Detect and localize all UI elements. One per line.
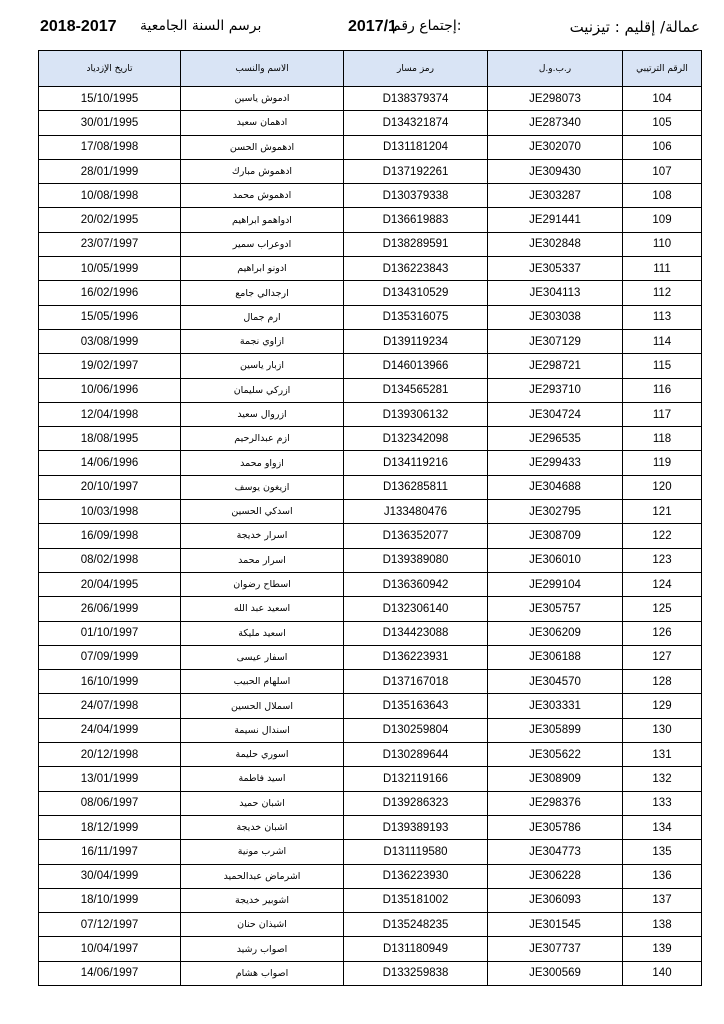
cell-name: اسفار عيسى <box>181 645 344 669</box>
table-row <box>39 354 702 378</box>
table-row <box>39 913 702 937</box>
cell-serial: 117 <box>623 402 702 426</box>
cell-massar: D134310529 <box>344 281 488 305</box>
cell-cin: JE302795 <box>488 500 623 524</box>
cell-serial: 112 <box>623 281 702 305</box>
cell-serial: 129 <box>623 694 702 718</box>
cell-massar: D131180949 <box>344 937 488 961</box>
cell-name: ارم جمال <box>181 305 344 329</box>
table-row <box>39 743 702 767</box>
cell-massar: D131119580 <box>344 840 488 864</box>
cell-dob: 07/09/1999 <box>39 645 181 669</box>
table-row <box>39 402 702 426</box>
cell-name: اسعيد عبد الله <box>181 597 344 621</box>
cell-name: اشرب مونية <box>181 840 344 864</box>
cell-name: ادهموش محمد <box>181 184 344 208</box>
cell-dob: 18/10/1999 <box>39 888 181 912</box>
cell-massar: D132342098 <box>344 427 488 451</box>
cell-massar: D139119234 <box>344 329 488 353</box>
cell-serial: 135 <box>623 840 702 864</box>
cell-massar: D136360942 <box>344 572 488 596</box>
cell-massar: D137167018 <box>344 670 488 694</box>
table-row <box>39 111 702 135</box>
cell-serial: 114 <box>623 329 702 353</box>
cell-serial: 137 <box>623 888 702 912</box>
table-row <box>39 305 702 329</box>
cell-dob: 16/11/1997 <box>39 840 181 864</box>
cell-name: ارجدالي جامع <box>181 281 344 305</box>
cell-serial: 118 <box>623 427 702 451</box>
cell-dob: 15/05/1996 <box>39 305 181 329</box>
cell-cin: JE305622 <box>488 743 623 767</box>
cell-name: اشوبير خديجة <box>181 888 344 912</box>
table-row <box>39 961 702 985</box>
cell-cin: JE304724 <box>488 402 623 426</box>
cell-massar: D131181204 <box>344 135 488 159</box>
cell-name: اسدكي الحسين <box>181 500 344 524</box>
cell-name: ازواو محمد <box>181 451 344 475</box>
cell-name: اسطاح رضوان <box>181 572 344 596</box>
cell-massar: D139306132 <box>344 402 488 426</box>
cell-name: ازاوي نجمة <box>181 329 344 353</box>
cell-cin: JE306209 <box>488 621 623 645</box>
cell-cin: JE300569 <box>488 961 623 985</box>
cell-massar: D136223843 <box>344 257 488 281</box>
cell-name: اسرار خديجة <box>181 524 344 548</box>
cell-name: ادهمان سعيد <box>181 111 344 135</box>
cell-dob: 16/02/1996 <box>39 281 181 305</box>
cell-dob: 23/07/1997 <box>39 232 181 256</box>
cell-dob: 14/06/1996 <box>39 451 181 475</box>
cell-serial: 116 <box>623 378 702 402</box>
cell-cin: JE299433 <box>488 451 623 475</box>
cell-cin: JE306093 <box>488 888 623 912</box>
cell-massar: D137192261 <box>344 159 488 183</box>
cell-cin: JE309430 <box>488 159 623 183</box>
table-row <box>39 451 702 475</box>
cell-serial: 122 <box>623 524 702 548</box>
cell-massar: D130289644 <box>344 743 488 767</box>
table-row <box>39 135 702 159</box>
table-row <box>39 427 702 451</box>
cell-massar: D136223931 <box>344 645 488 669</box>
cell-cin: JE304570 <box>488 670 623 694</box>
cell-name: ازبار ياسين <box>181 354 344 378</box>
cell-name: ازروال سعيد <box>181 402 344 426</box>
cell-name: ادهموش مبارك <box>181 159 344 183</box>
cell-name: ازم عبدالرحيم <box>181 427 344 451</box>
cell-dob: 28/01/1999 <box>39 159 181 183</box>
cell-massar: D136223930 <box>344 864 488 888</box>
cell-serial: 107 <box>623 159 702 183</box>
cell-serial: 138 <box>623 913 702 937</box>
cell-name: اشبان حميد <box>181 791 344 815</box>
table-row <box>39 597 702 621</box>
table-row <box>39 475 702 499</box>
cell-serial: 121 <box>623 500 702 524</box>
cell-dob: 01/10/1997 <box>39 621 181 645</box>
cell-name: اصواب هشام <box>181 961 344 985</box>
cell-name: اسملال الحسين <box>181 694 344 718</box>
table-row <box>39 548 702 572</box>
cell-serial: 139 <box>623 937 702 961</box>
cell-dob: 20/10/1997 <box>39 475 181 499</box>
table-header-row <box>39 51 702 87</box>
table-row <box>39 791 702 815</box>
cell-cin: JE304688 <box>488 475 623 499</box>
table-row <box>39 159 702 183</box>
cell-dob: 26/06/1999 <box>39 597 181 621</box>
cell-massar: D134321874 <box>344 111 488 135</box>
cell-cin: JE298073 <box>488 87 623 111</box>
cell-serial: 136 <box>623 864 702 888</box>
cell-cin: JE302070 <box>488 135 623 159</box>
table-row <box>39 257 702 281</box>
cell-cin: JE304113 <box>488 281 623 305</box>
cell-cin: JE305786 <box>488 815 623 839</box>
table-row <box>39 864 702 888</box>
cell-dob: 30/04/1999 <box>39 864 181 888</box>
cell-cin: JE306188 <box>488 645 623 669</box>
table-row <box>39 718 702 742</box>
cell-name: اسلهام الحبيب <box>181 670 344 694</box>
meeting-number: 2017/1 <box>348 18 397 35</box>
cell-serial: 110 <box>623 232 702 256</box>
cell-serial: 131 <box>623 743 702 767</box>
table-row <box>39 572 702 596</box>
cell-serial: 109 <box>623 208 702 232</box>
cell-dob: 14/06/1997 <box>39 961 181 985</box>
cell-dob: 17/08/1998 <box>39 135 181 159</box>
cell-dob: 08/06/1997 <box>39 791 181 815</box>
cell-cin: JE299104 <box>488 572 623 596</box>
cell-massar: D136352077 <box>344 524 488 548</box>
cell-cin: JE303038 <box>488 305 623 329</box>
cell-cin: JE298376 <box>488 791 623 815</box>
col-header-serial: الرقم الترتيبي <box>623 51 702 87</box>
cell-name: ادهموش الحسن <box>181 135 344 159</box>
cell-dob: 12/04/1998 <box>39 402 181 426</box>
cell-massar: D135248235 <box>344 913 488 937</box>
page-header <box>40 18 700 46</box>
cell-dob: 08/02/1998 <box>39 548 181 572</box>
table-body <box>39 87 702 986</box>
cell-cin: JE305899 <box>488 718 623 742</box>
cell-serial: 126 <box>623 621 702 645</box>
cell-name: اسرار محمد <box>181 548 344 572</box>
cell-name: ازيغون يوسف <box>181 475 344 499</box>
cell-name: اسعيد مليكة <box>181 621 344 645</box>
cell-dob: 30/01/1995 <box>39 111 181 135</box>
cell-serial: 111 <box>623 257 702 281</box>
cell-name: اشرماض عبدالحميد <box>181 864 344 888</box>
cell-massar: D130379338 <box>344 184 488 208</box>
cell-dob: 10/04/1997 <box>39 937 181 961</box>
cell-dob: 18/08/1995 <box>39 427 181 451</box>
cell-massar: D132306140 <box>344 597 488 621</box>
cell-dob: 16/10/1999 <box>39 670 181 694</box>
cell-massar: D136285811 <box>344 475 488 499</box>
cell-cin: JE305337 <box>488 257 623 281</box>
cell-massar: D132119166 <box>344 767 488 791</box>
cell-serial: 106 <box>623 135 702 159</box>
cell-name: ازركي سليمان <box>181 378 344 402</box>
cell-dob: 19/02/1997 <box>39 354 181 378</box>
cell-massar: D138289591 <box>344 232 488 256</box>
cell-dob: 10/05/1999 <box>39 257 181 281</box>
table-row <box>39 888 702 912</box>
cell-cin: JE301545 <box>488 913 623 937</box>
cell-cin: JE308909 <box>488 767 623 791</box>
table-row <box>39 937 702 961</box>
cell-serial: 123 <box>623 548 702 572</box>
cell-cin: JE293710 <box>488 378 623 402</box>
cell-name: اسيد فاطمة <box>181 767 344 791</box>
table-row <box>39 621 702 645</box>
cell-serial: 140 <box>623 961 702 985</box>
cell-massar: D135181002 <box>344 888 488 912</box>
cell-dob: 07/12/1997 <box>39 913 181 937</box>
table-row <box>39 281 702 305</box>
cell-serial: 113 <box>623 305 702 329</box>
cell-cin: JE302848 <box>488 232 623 256</box>
table-row <box>39 184 702 208</box>
academic-year-label: برسم السنة الجامعية <box>140 18 262 34</box>
table-row <box>39 329 702 353</box>
table-row <box>39 232 702 256</box>
col-header-dob: تاريخ الإزدياد <box>39 51 181 87</box>
cell-massar: D136619883 <box>344 208 488 232</box>
cell-massar: D135163643 <box>344 694 488 718</box>
cell-dob: 03/08/1999 <box>39 329 181 353</box>
cell-dob: 20/04/1995 <box>39 572 181 596</box>
cell-cin: JE287340 <box>488 111 623 135</box>
cell-serial: 105 <box>623 111 702 135</box>
cell-name: اصواب رشيد <box>181 937 344 961</box>
cell-name: اشيذان حنان <box>181 913 344 937</box>
table-row <box>39 378 702 402</box>
table-row <box>39 500 702 524</box>
cell-serial: 130 <box>623 718 702 742</box>
cell-name: اسوري حليمة <box>181 743 344 767</box>
cell-dob: 13/01/1999 <box>39 767 181 791</box>
cell-cin: JE304773 <box>488 840 623 864</box>
cell-massar: D134423088 <box>344 621 488 645</box>
cell-massar: J133480476 <box>344 500 488 524</box>
cell-dob: 20/12/1998 <box>39 743 181 767</box>
table-row <box>39 670 702 694</box>
cell-serial: 134 <box>623 815 702 839</box>
cell-cin: JE306228 <box>488 864 623 888</box>
table-row <box>39 87 702 111</box>
cell-serial: 128 <box>623 670 702 694</box>
table-row <box>39 694 702 718</box>
cell-serial: 115 <box>623 354 702 378</box>
cell-dob: 10/03/1998 <box>39 500 181 524</box>
cell-serial: 127 <box>623 645 702 669</box>
table-row <box>39 645 702 669</box>
cell-massar: D139286323 <box>344 791 488 815</box>
cell-cin: JE307129 <box>488 329 623 353</box>
cell-serial: 108 <box>623 184 702 208</box>
cell-massar: D130259804 <box>344 718 488 742</box>
cell-dob: 20/02/1995 <box>39 208 181 232</box>
cell-cin: JE306010 <box>488 548 623 572</box>
cell-cin: JE291441 <box>488 208 623 232</box>
cell-serial: 120 <box>623 475 702 499</box>
cell-dob: 10/08/1998 <box>39 184 181 208</box>
cell-serial: 132 <box>623 767 702 791</box>
cell-dob: 24/04/1999 <box>39 718 181 742</box>
meeting-label: إجتماع رقم: <box>392 18 462 34</box>
table-row <box>39 767 702 791</box>
cell-name: ادوعراب سمير <box>181 232 344 256</box>
cell-name: اسندال نسيمة <box>181 718 344 742</box>
cell-cin: JE298721 <box>488 354 623 378</box>
students-table <box>38 50 702 986</box>
province-label: عمالة/ إقليم : تيزنيت <box>569 18 700 36</box>
cell-name: ادموش ياسين <box>181 87 344 111</box>
cell-serial: 124 <box>623 572 702 596</box>
cell-massar: D139389193 <box>344 815 488 839</box>
cell-name: ادونو ابراهيم <box>181 257 344 281</box>
academic-year: 2018-2017 <box>40 18 117 35</box>
cell-massar: D139389080 <box>344 548 488 572</box>
cell-name: ادواهمو ابراهيم <box>181 208 344 232</box>
col-header-cin: ر.ب.و.ل <box>488 51 623 87</box>
cell-massar: D133259838 <box>344 961 488 985</box>
cell-massar: D146013966 <box>344 354 488 378</box>
cell-massar: D134119216 <box>344 451 488 475</box>
table-row <box>39 524 702 548</box>
table-row <box>39 208 702 232</box>
cell-cin: JE307737 <box>488 937 623 961</box>
cell-dob: 24/07/1998 <box>39 694 181 718</box>
cell-cin: JE303331 <box>488 694 623 718</box>
cell-massar: D138379374 <box>344 87 488 111</box>
cell-massar: D134565281 <box>344 378 488 402</box>
table-row <box>39 840 702 864</box>
cell-dob: 18/12/1999 <box>39 815 181 839</box>
cell-cin: JE296535 <box>488 427 623 451</box>
cell-cin: JE305757 <box>488 597 623 621</box>
cell-cin: JE303287 <box>488 184 623 208</box>
cell-cin: JE308709 <box>488 524 623 548</box>
cell-dob: 10/06/1996 <box>39 378 181 402</box>
table-row <box>39 815 702 839</box>
cell-serial: 133 <box>623 791 702 815</box>
col-header-massar: رمز مسار <box>344 51 488 87</box>
col-header-name: الاسم والنسب <box>181 51 344 87</box>
cell-dob: 16/09/1998 <box>39 524 181 548</box>
cell-serial: 125 <box>623 597 702 621</box>
cell-dob: 15/10/1995 <box>39 87 181 111</box>
cell-serial: 119 <box>623 451 702 475</box>
cell-serial: 104 <box>623 87 702 111</box>
cell-name: اشبان خديجة <box>181 815 344 839</box>
cell-massar: D135316075 <box>344 305 488 329</box>
